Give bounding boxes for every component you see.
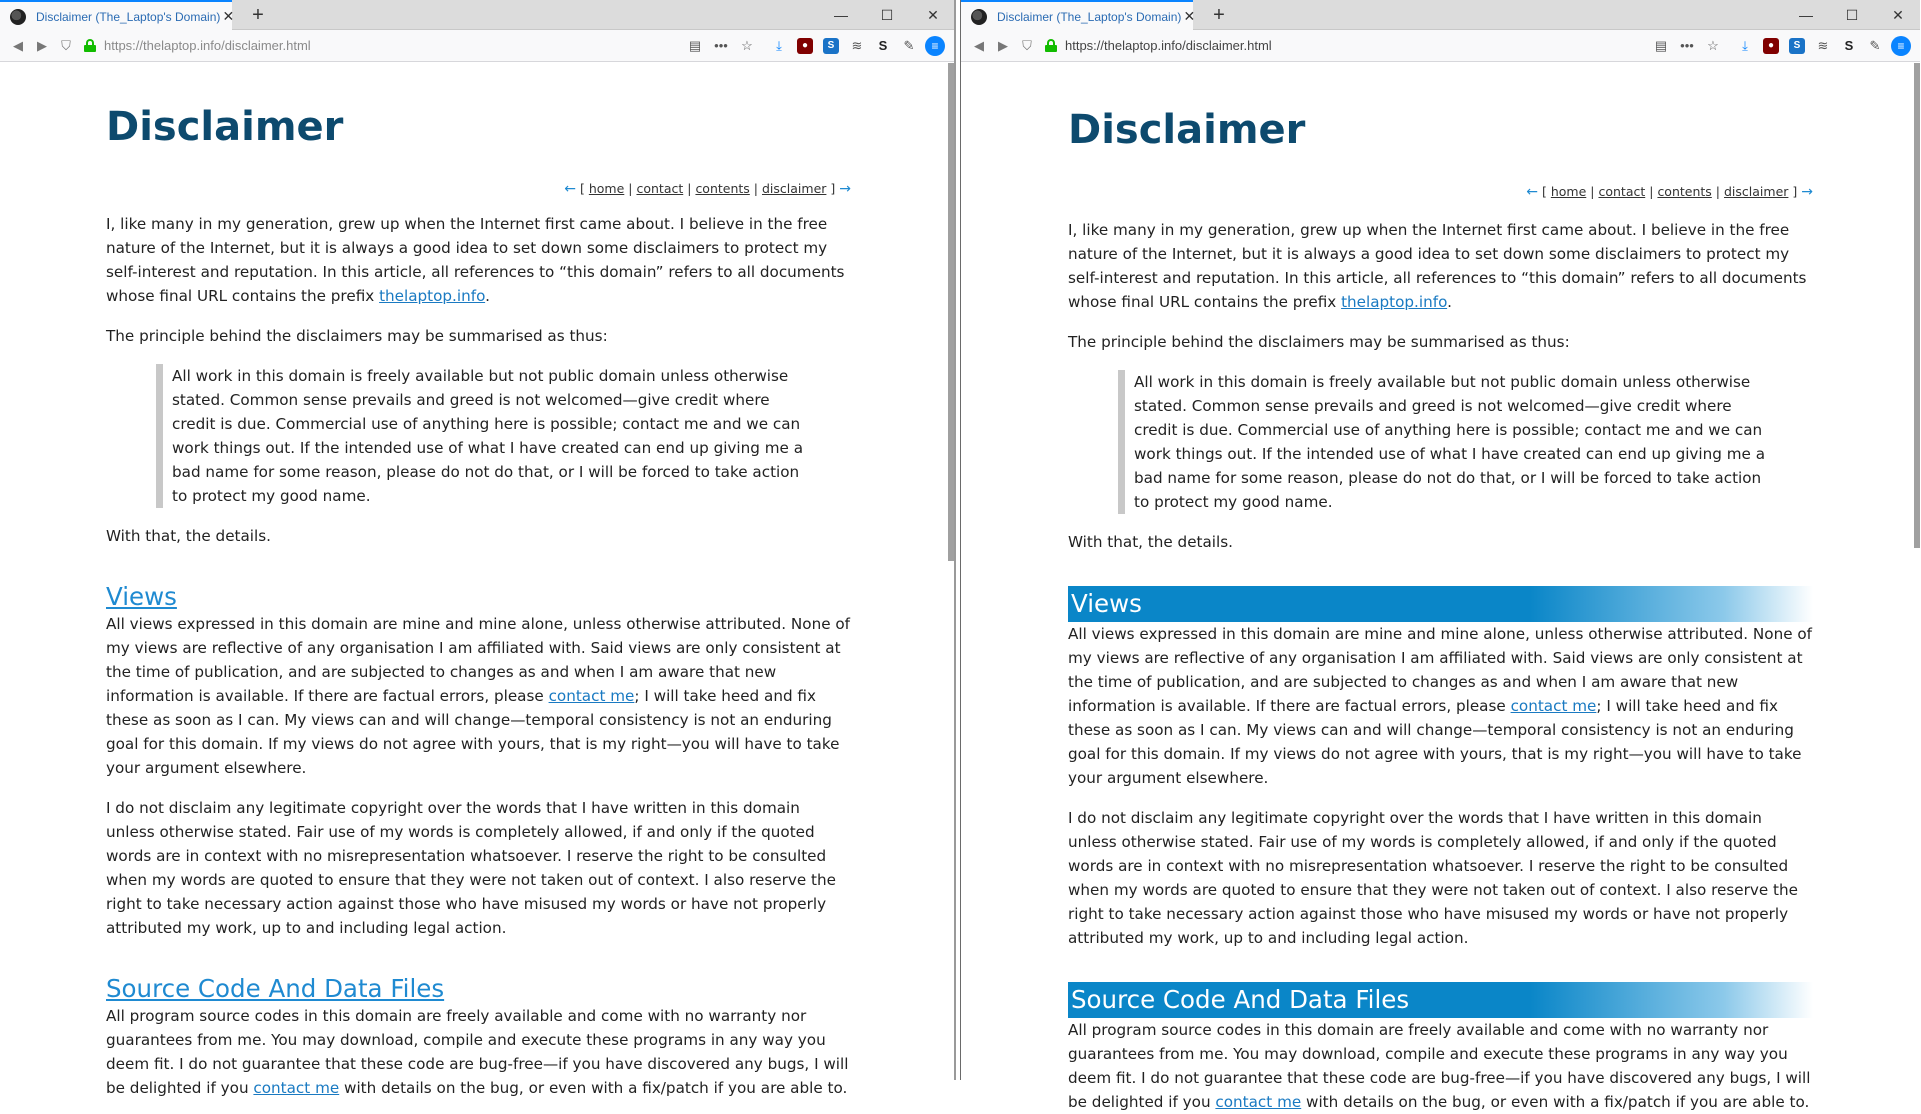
views-paragraph-2: I do not disclaim any legitimate copyright over the words that I have written in this domain unless otherwise stated. Fair use of my words is completely allowed, if and only if the quoted words are in context with no misrepresentation whatsoever. I reserve the right to be consulted when my words are quoted to ensure that they were not taken out of context. I also reserve the right to take necessary action against those who have misused my words or have not properly attributed my work, up to and including legal action. xyxy=(1068,809,1798,947)
url-bar[interactable] xyxy=(1045,33,1726,59)
principle-paragraph: The principle behind the disclaimers may be summarised as thus: xyxy=(1068,333,1570,351)
back-button[interactable]: ◀ xyxy=(974,37,984,53)
next-arrow-icon[interactable]: → xyxy=(839,181,851,197)
nav-toolbar xyxy=(0,30,954,62)
minimize-button[interactable]: — xyxy=(1799,7,1813,23)
maximize-button[interactable]: ☐ xyxy=(880,6,894,23)
domain-link[interactable]: thelaptop.info xyxy=(1341,293,1448,311)
crumb-contact-link[interactable]: contact xyxy=(1598,184,1646,199)
tab-strip xyxy=(961,0,1920,30)
crumb-contents-link[interactable]: contents xyxy=(695,181,750,196)
downloads-icon[interactable]: ⤓ xyxy=(1742,37,1748,53)
tab-strip xyxy=(0,0,954,30)
forward-button[interactable]: ▶ xyxy=(37,37,47,53)
tracking-shield-icon[interactable]: ⛉ xyxy=(61,37,71,53)
extension-zebra-icon[interactable]: ≋ xyxy=(1817,37,1829,53)
site-favicon-icon xyxy=(10,9,26,25)
tools-icon[interactable]: ✎ xyxy=(903,37,915,53)
crumb-home-link[interactable]: home xyxy=(588,181,625,196)
page-title: Disclaimer xyxy=(106,104,344,150)
bookmark-star-icon[interactable]: ☆ xyxy=(1707,37,1719,53)
maximize-button[interactable]: ☐ xyxy=(1845,6,1859,23)
principle-quote: All work in this domain is freely available but not public domain unless otherwise stated. Common sense prevails and greed is not welcomed—give credit where credit is due. Commercial use of anything here is possible; contact me and we can work things out. If the intended use of what I have created can end up giving me a bad name for some reason, please do not do that, or I will be forced to take action to protect my good name. xyxy=(1118,370,1775,514)
crumb-contents-link[interactable]: contents xyxy=(1657,184,1712,199)
breadcrumb: ← [ home | contact | contents | disclaimer ] → xyxy=(564,181,851,197)
prev-arrow-icon[interactable]: ← xyxy=(564,181,576,197)
site-favicon-icon xyxy=(971,9,987,25)
page-actions-icon[interactable]: ••• xyxy=(714,38,728,53)
extension-s-blue-icon[interactable]: S xyxy=(818,33,844,59)
downloads-icon[interactable]: ⤓ xyxy=(776,37,782,53)
extension-s-icon[interactable]: S xyxy=(878,38,888,53)
contact-me-link[interactable]: contact me xyxy=(548,687,635,705)
page-title: Disclaimer xyxy=(1068,107,1306,153)
source-heading: Source Code And Data Files xyxy=(1068,982,1813,1018)
active-tab[interactable] xyxy=(0,0,235,31)
page-actions-icon[interactable]: ••• xyxy=(1680,38,1694,53)
details-paragraph: With that, the details. xyxy=(106,527,271,545)
ublock-extension-icon[interactable]: ● xyxy=(1758,33,1784,59)
lock-icon xyxy=(84,39,96,52)
tab-title: Disclaimer (The_Laptop's Domain) xyxy=(997,9,1182,24)
crumb-disclaimer-link[interactable]: disclaimer xyxy=(762,181,827,196)
nav-toolbar xyxy=(961,30,1920,62)
tracking-shield-icon[interactable]: ⛉ xyxy=(1022,37,1032,53)
menu-icon[interactable]: ≡ xyxy=(922,33,948,59)
domain-link[interactable]: thelaptop.info xyxy=(379,287,486,305)
source-paragraph-1: All program source codes in this domain are freely available and come with no warranty nor guarantees from me. You may download, compile and execute these programs in any way you deem fit. I do not guarantee that these code are bug-free—if you have discovered any bugs, I will be delighted if you contact me with details on the bug, or even with a fix/patch if you are able to. xyxy=(106,1007,849,1097)
back-button[interactable]: ◀ xyxy=(13,37,23,53)
tab-close-icon[interactable]: ✕ xyxy=(222,8,235,24)
principle-quote: All work in this domain is freely available but not public domain unless otherwise stated. Common sense prevails and greed is not welcomed—give credit where credit is due. Commercial use of anything here is possible; contact me and we can work things out. If the intended use of what I have created can end up giving me a bad name for some reason, please do not do that, or I will be forced to take action to protect my good name. xyxy=(156,364,813,508)
details-paragraph: With that, the details. xyxy=(1068,533,1233,551)
prev-arrow-icon[interactable]: ← xyxy=(1526,184,1538,200)
url-bar[interactable] xyxy=(84,33,760,59)
tab-close-icon[interactable]: ✕ xyxy=(1183,8,1196,24)
contact-me-link[interactable]: contact me xyxy=(1510,697,1597,715)
browser-window-right xyxy=(960,0,1920,1111)
lock-icon xyxy=(1045,39,1057,52)
browser-window-left xyxy=(0,0,956,1097)
close-window-button[interactable]: ✕ xyxy=(927,6,939,23)
source-paragraph-1: All program source codes in this domain are freely available and come with no warranty nor guarantees from me. You may download, compile and execute these programs in any way you deem fit. I do not guarantee that these code are bug-free—if you have discovered any bugs, I will be delighted if you contact me with details on the bug, or even with a fix/patch if you are able to. xyxy=(1068,1021,1811,1111)
active-tab[interactable] xyxy=(961,0,1196,31)
forward-button[interactable]: ▶ xyxy=(998,37,1008,53)
breadcrumb: ← [ home | contact | contents | disclaimer ] → xyxy=(1526,184,1813,200)
views-heading: Views xyxy=(1068,586,1813,622)
page-content xyxy=(0,63,954,1097)
extension-s-icon[interactable]: S xyxy=(1844,38,1854,53)
reader-view-icon[interactable]: ▤ xyxy=(688,37,702,53)
close-window-button[interactable]: ✕ xyxy=(1892,6,1904,23)
contact-me-link[interactable]: contact me xyxy=(253,1079,340,1097)
tools-icon[interactable]: ✎ xyxy=(1869,37,1881,53)
principle-paragraph: The principle behind the disclaimers may be summarised as thus: xyxy=(106,327,608,345)
crumb-contact-link[interactable]: contact xyxy=(636,181,684,196)
menu-icon[interactable]: ≡ xyxy=(1888,33,1914,59)
url-text: https://thelaptop.info/disclaimer.html xyxy=(1065,38,1272,53)
crumb-home-link[interactable]: home xyxy=(1550,184,1587,199)
tab-title: Disclaimer (The_Laptop's Domain) xyxy=(36,9,221,24)
new-tab-button[interactable]: + xyxy=(1213,3,1225,26)
bookmark-star-icon[interactable]: ☆ xyxy=(741,37,753,53)
intro-paragraph: I, like many in my generation, grew up when the Internet first came about. I believe in the free nature of the Internet, but it is always a good idea to set down some disclaimers to protect my self-interest and reputation. In this article, all references to “this domain” refers to all documents whose final URL contains the prefix thelaptop.info. xyxy=(1068,221,1807,311)
source-heading[interactable]: Source Code And Data Files xyxy=(106,974,445,1003)
scrollbar[interactable] xyxy=(1914,63,1920,548)
crumb-disclaimer-link[interactable]: disclaimer xyxy=(1724,184,1789,199)
intro-paragraph: I, like many in my generation, grew up when the Internet first came about. I believe in the free nature of the Internet, but it is always a good idea to set down some disclaimers to protect my self-interest and reputation. In this article, all references to “this domain” refers to all documents whose final URL contains the prefix thelaptop.info. xyxy=(106,215,845,305)
views-paragraph-1: All views expressed in this domain are mine and mine alone, unless otherwise attributed. None of my views are reflective of any organisation I am affiliated with. Said views are only consistent at the time of publication, and are subjected to changes as and when I am aware that new information is available. If there are factual errors, please contact me; I will take heed and fix these as soon as I can. My views can and will change—temporal consistency is not an enduring goal for this domain. If my views do not agree with yours, that is my right—you will have to take your argument elsewhere. xyxy=(1068,625,1813,787)
reader-view-icon[interactable]: ▤ xyxy=(1654,37,1668,53)
url-text: https://thelaptop.info/disclaimer.html xyxy=(104,38,311,53)
scrollbar[interactable] xyxy=(948,63,954,561)
window-controls xyxy=(818,0,956,30)
extension-zebra-icon[interactable]: ≋ xyxy=(851,37,863,53)
extension-s-blue-icon[interactable]: S xyxy=(1784,33,1810,59)
views-paragraph-1: All views expressed in this domain are mine and mine alone, unless otherwise attributed. None of my views are reflective of any organisation I am affiliated with. Said views are only consistent at the time of publication, and are subjected to changes as and when I am aware that new information is available. If there are factual errors, please contact me; I will take heed and fix these as soon as I can. My views can and will change—temporal consistency is not an enduring goal for this domain. If my views do not agree with yours, that is my right—you will have to take your argument elsewhere. xyxy=(106,615,851,777)
ublock-extension-icon[interactable]: ● xyxy=(792,33,818,59)
minimize-button[interactable]: — xyxy=(834,7,848,23)
new-tab-button[interactable]: + xyxy=(252,3,264,26)
window-controls xyxy=(1783,0,1921,30)
views-paragraph-2: I do not disclaim any legitimate copyright over the words that I have written in this domain unless otherwise stated. Fair use of my words is completely allowed, if and only if the quoted words are in context with no misrepresentation whatsoever. I reserve the right to be consulted when my words are quoted to ensure that they were not taken out of context. I also reserve the right to take necessary action against those who have misused my words or have not properly attributed my work, up to and including legal action. xyxy=(106,799,836,937)
views-heading[interactable]: Views xyxy=(106,582,177,611)
contact-me-link[interactable]: contact me xyxy=(1215,1093,1302,1111)
next-arrow-icon[interactable]: → xyxy=(1801,184,1813,200)
page-content xyxy=(961,63,1920,1111)
